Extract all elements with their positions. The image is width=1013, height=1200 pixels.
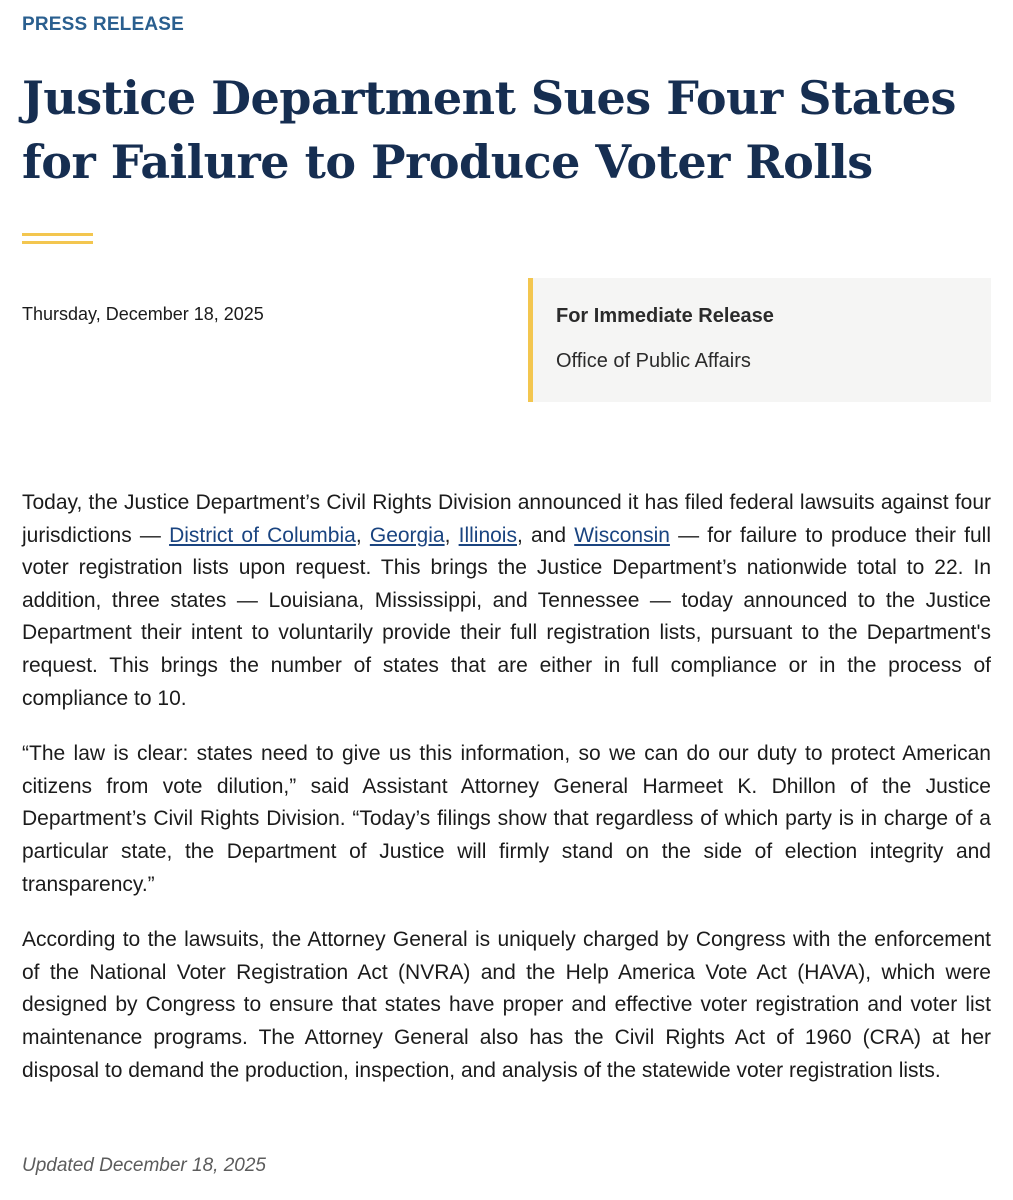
paragraph-2: “The law is clear: states need to give us this information, so we can do our duty to protect American citizens from vote dilution,” said Assistant Attorney General Harmeet K. Dhillon of the Justice Department’s Civil Rights Division. “Today’s filings show that regardless of which party is in charge of a particular state, the Department of Justice will firmly stand on the side of election integrity and transparency.” bbox=[22, 742, 991, 896]
updated-date: Updated December 18, 2025 bbox=[22, 1155, 266, 1176]
publish-date: Thursday, December 18, 2025 bbox=[22, 304, 264, 324]
link-district-of-columbia[interactable]: District of Columbia bbox=[169, 523, 356, 547]
eyebrow-label: PRESS RELEASE bbox=[22, 14, 185, 35]
separator: , bbox=[355, 523, 370, 547]
link-wisconsin[interactable]: Wisconsin bbox=[574, 523, 670, 547]
paragraph-1-text-b: — for failure to produce their full voter registration lists upon request. This brings the Justice Department’s nationwide total to 22. In addition, three states — Louisiana, Mississippi, and Tennessee — today announced to the Justice Department their intent to voluntarily provide their full registration lists, pursuant to the Department's request. This brings the number of states that are either in full compliance or in the process of compliance to 10. bbox=[22, 523, 992, 710]
title-accent-line-top bbox=[22, 233, 93, 236]
link-illinois[interactable]: Illinois bbox=[458, 523, 517, 547]
paragraph-3: According to the lawsuits, the Attorney General is uniquely charged by Congress with the enforcement of the National Voter Registration Act (NVRA) and the Help America Vote Act (HAVA), which were designed by Congress to ensure that states have proper and effective voter registration and voter list maintenance programs. The Attorney General also has the Civil Rights Act of 1960 (CRA) at her disposal to demand the production, inspection, and analysis of the statewide voter registration lists. bbox=[22, 928, 991, 1082]
office-name: Office of Public Affairs bbox=[556, 350, 751, 372]
title-accent-line-bottom bbox=[22, 241, 93, 244]
page-title: Justice Department Sues Four States for Failure to Produce Voter Rolls bbox=[22, 71, 956, 189]
link-georgia[interactable]: Georgia bbox=[369, 523, 445, 547]
separator: , bbox=[444, 523, 459, 547]
paragraph-1-text-a: Today, the Justice Department’s Civil Rights Division announced it has filed federal lawsuits against four jurisdictions — bbox=[22, 491, 991, 547]
paragraph-1 bbox=[22, 487, 991, 715]
article-body bbox=[22, 487, 991, 1110]
release-label: For Immediate Release bbox=[556, 305, 774, 327]
release-info-box bbox=[528, 278, 991, 402]
separator: , and bbox=[516, 523, 575, 547]
